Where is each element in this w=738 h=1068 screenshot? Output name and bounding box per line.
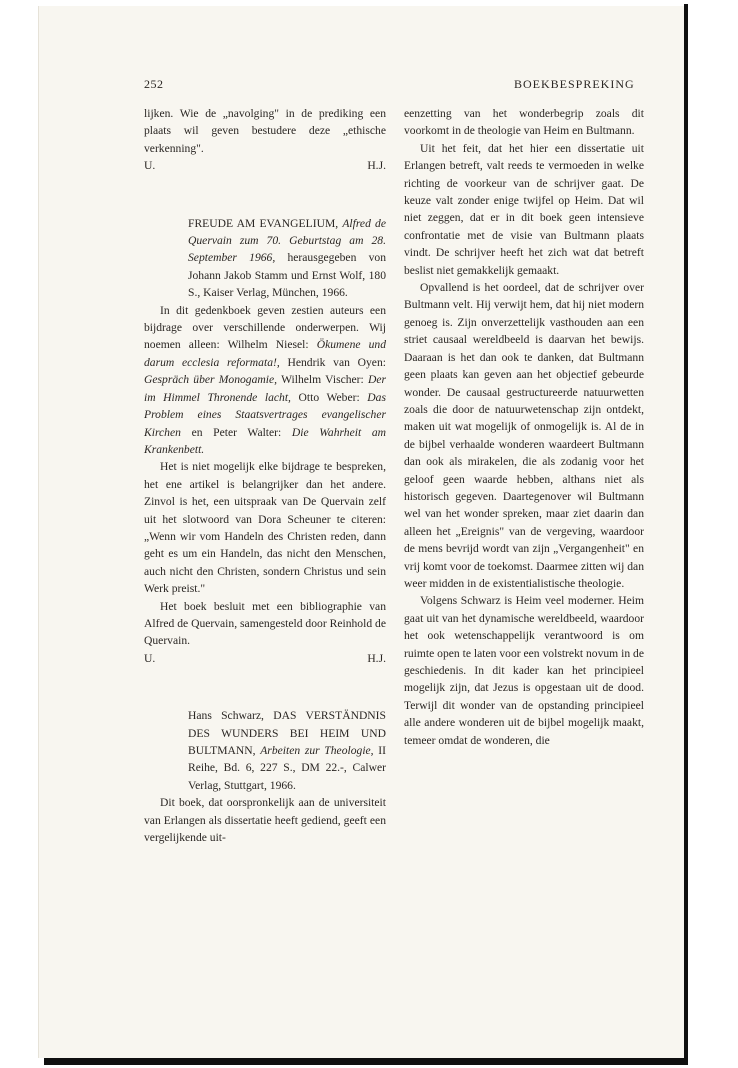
review-text: Otto Weber: xyxy=(298,390,360,404)
review-text: en Peter Walter: xyxy=(191,425,282,439)
signature-line xyxy=(144,157,386,174)
signature-place: U. xyxy=(144,159,156,173)
cited-work: Die Wahrheit am Krankenbett. xyxy=(144,425,386,456)
intro-paragraph: lijken. Wie de „navolging" in de prediking een plaats wil geven bestudere deze „ethische verkenning". xyxy=(144,107,386,155)
review-paragraph: Uit het feit, dat het hier een dissertatie uit Erlangen betreft, valt reeds te vermoeden in welke richting de voorkeur van de schrijver gaat. De keuze valt zonder enige twijfel op Heim. Dat wil niet zeggen, dat er in dit boek geen intensieve confrontatie met de visie van Bultmann plaats vindt. De schrijver heeft het zich wat dat betreft beslist niet gemakkelijk gemaakt. xyxy=(404,141,644,277)
review-heading xyxy=(144,215,386,302)
review-text: Wilhelm Vischer: xyxy=(281,373,364,387)
review-text: In dit gedenkboek geven zestien auteurs een bijdrage over verschillende onderwerpen. Wij noemen alleen: Wilhelm Niesel: xyxy=(144,303,386,352)
scan-edge-bottom xyxy=(44,1058,688,1065)
review-subtitle: Alfred de Quervain zum 70. Geburtstag am 28. September 1966, xyxy=(188,216,386,265)
review-publication-details: II Reihe, Bd. 6, 227 S., DM 22.-, Calwer Verlag, Stuttgart, 1966. xyxy=(188,744,387,792)
review-paragraph: Het is niet mogelijk elke bijdrage te bespreken, het ene artikel is belangrijker dan het andere. Zinvol is het, een uitspraak van De Quervain zelf uit het slotwoord van Dora Scheuner te citeren: „Wenn wir vom Handeln des Christen reden, dann geht es um ein Handeln, das nicht den Menschen, auch nicht den Christen, sondern Christus und sein Werk preist." xyxy=(144,460,386,596)
review-series: Arbeiten zur Theologie, xyxy=(260,744,374,757)
review-text: Hendrik van Oyen: xyxy=(287,355,386,369)
review-paragraph: Dit boek, dat oorspronkelijk aan de universiteit van Erlangen als dissertatie heeft gediend, geeft een vergelijkende uit- xyxy=(144,796,386,845)
signature-initials: H.J. xyxy=(367,651,386,665)
signature-initials: H.J. xyxy=(367,159,386,173)
right-column xyxy=(404,105,644,749)
scan-edge-right xyxy=(684,4,688,1060)
cited-work: Das Problem eines Staatsvertrages evangelischer Kirchen xyxy=(144,390,386,439)
review-paragraph: eenzetting van het wonderbegrip zoals dit voorkomt in de theologie van Heim en Bultmann. xyxy=(404,107,644,138)
review-paragraph xyxy=(144,302,386,459)
running-header: BOEKBESPREKING xyxy=(514,77,635,91)
review-heading xyxy=(144,707,386,794)
page-number: 252 xyxy=(144,77,164,91)
review-paragraph: Volgens Schwarz is Heim veel moderner. Heim gaat uit van het dynamische wereldbeeld, waardoor het ook wetenschappelijk verantwoord is om ruimte open te laten voor een volstrekt novum in de geschiedenis. In dit kader kan het principieel mogelijk zijn, dat Jezus is opgestaan uit de dood. Terwijl dit wonder van de opstanding principieel alle andere wonderen uit de bijbel mogelijk maakt, temeer omdat de wonderen, die xyxy=(404,594,644,747)
cited-work: Gespräch über Monogamie, xyxy=(144,373,278,387)
left-column xyxy=(144,105,386,846)
review-publication-details: herausgegeben von Johann Jakob Stamm und Ernst Wolf, 180 S., Kaiser Verlag, München, 1966. xyxy=(188,251,386,300)
review-paragraph: Opvallend is het oordeel, dat de schrijver over Bultmann velt. Hij verwijt hem, dat hij niet modern genoeg is. Zijn onverzettelijk vasthouden aan een striet causaal wereldbeeld is daarvan het bewijs. Daaraan is het dan ook te danken, dat Bultmann geen plaats kan geven aan het objectief gebeurde wonder. De causaal gestructureerde natuurwetten zoals die door de natuurwetenschap zijn ontdekt, maken uit wat mogelijk of onmogelijk is. Al de in de bijbel verhaalde wonderen waardeert Bultmann dan ook als mirakelen, die als zodanig voor het geloof geen waarde hebben, althans niet als historisch gegeven. Daartegenover wil Bultmann wel van het wonder spreken, maar ziet daarin dan alleen het „Ereignis" van de vergeving, waardoor de mens bevrijd wordt van zijn „Vergangenheit" en vrij komt voor de toekomst. Daarmee zitten wij dan weer midden in de existentialistische theologie. xyxy=(404,281,644,590)
review-title: FREUDE AM EVANGELIUM, xyxy=(188,216,339,230)
signature-line xyxy=(144,650,386,667)
cited-work: Der im Himmel Thronende lacht, xyxy=(144,373,386,404)
cited-work: Ökumene und darum ecclesia reformata!, xyxy=(144,338,386,369)
review-title: Hans Schwarz, DAS VERSTÄNDNIS DES WUNDERS BEI HEIM UND BULTMANN, xyxy=(188,709,386,757)
review-paragraph: Het boek besluit met een bibliographie van Alfred de Quervain, samengesteld door Reinhold de Quervain. xyxy=(144,599,386,648)
signature-place: U. xyxy=(144,651,156,665)
